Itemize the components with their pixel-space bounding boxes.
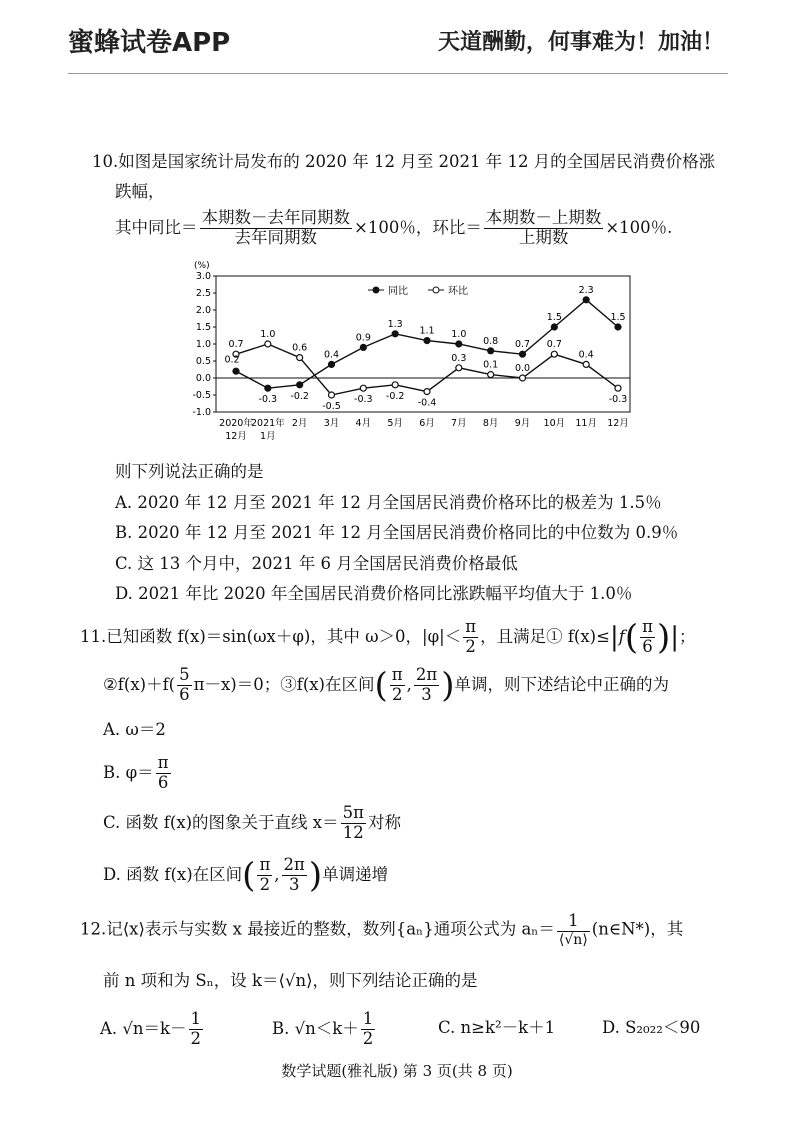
q12-line1 — [80, 912, 683, 948]
q10-prompt: 则下列说法正确的是 — [115, 462, 264, 481]
q12-option-b — [272, 1010, 377, 1049]
q11-interval-b — [414, 666, 439, 705]
data-label: 1.1 — [419, 325, 435, 337]
q11-pi2-num: π — [465, 617, 477, 636]
q12-frac-num: 1 — [557, 912, 590, 932]
q11-optc-prefix: C. 函数 f(x)的图象关于直线 x＝ — [103, 812, 339, 832]
data-label: 0.6 — [292, 342, 308, 354]
q11-interval-a — [390, 666, 405, 705]
q11-56-den: 6 — [179, 684, 190, 704]
y-tick-label: 0.0 — [195, 373, 211, 384]
data-label: 1.0 — [451, 329, 467, 340]
q12-stem-a: 记⟨x⟩表示与实数 x 最接近的整数，数列{aₙ}通项公式为 aₙ＝ — [106, 919, 555, 939]
data-point — [329, 361, 335, 367]
data-label: 0.7 — [228, 339, 244, 351]
huanbi-fraction — [484, 209, 604, 248]
q11-stem-end: ； — [678, 626, 696, 646]
q11-cond2-c: 单调，则下述结论中正确的为 — [454, 674, 669, 694]
q12-stem-line2: 前 n 项和为 Sₙ，设 k＝⟨√n⟩，则下列结论正确的是 — [103, 971, 478, 990]
q12-opta-den: 2 — [190, 1028, 202, 1048]
data-point — [520, 375, 526, 381]
q12-opta-num: 1 — [190, 1009, 202, 1028]
data-point — [360, 385, 366, 391]
data-label: -0.2 — [290, 390, 309, 402]
data-point — [551, 324, 557, 330]
x-tick-label: 2020年 — [219, 418, 253, 429]
q11-number: 11. — [80, 626, 107, 646]
q11-optd-b-den: 3 — [288, 874, 300, 894]
data-label: 0.0 — [514, 363, 531, 374]
q11-pi2-den: 2 — [465, 636, 476, 656]
data-label: 2.3 — [578, 284, 594, 296]
q10-stem-line2: 跌幅， — [115, 182, 165, 201]
data-label: -0.5 — [322, 401, 341, 412]
q11-optd-frac-a — [257, 856, 272, 895]
data-point — [456, 365, 462, 371]
q11-optb-prefix: B. φ＝ — [103, 762, 154, 782]
y-tick-label: 1.5 — [195, 322, 211, 333]
q11-stem-a: 已知函数 f(x)＝sin(ωx＋φ)，其中 ω＞0，|φ|＜ — [106, 626, 462, 646]
q11-cond2-a: ②f(x)＋f( — [103, 674, 176, 694]
data-label: 0.4 — [578, 349, 594, 361]
q11-pi-over-2 — [463, 618, 478, 657]
q12-number: 12. — [80, 919, 107, 939]
interval-paren-left: ( — [374, 665, 388, 706]
q11-line2: ②f(x)＋f( $\frac{5}{6}$ π－x)＝0；③f(x)在区间( $\frac{\pi}{2}$ , $\frac{2\pi}{3}$ )单调，则下述结论中正确的为 — [103, 665, 669, 706]
q10-definition — [115, 209, 672, 248]
data-label: 0.3 — [451, 352, 467, 364]
q11-optd-a-num: π — [259, 855, 271, 874]
legend-label: 同比 — [388, 286, 408, 297]
data-point — [583, 361, 589, 367]
data-label: 0.4 — [323, 349, 340, 361]
x-tick-label-line2: 1月 — [260, 431, 276, 442]
q11-optd-a-den: 2 — [259, 874, 271, 894]
data-label: -0.3 — [608, 394, 628, 406]
data-label: 0.1 — [483, 359, 499, 371]
q11-56-num: 5 — [179, 665, 190, 684]
app-name: 蜜蜂试卷APP — [68, 28, 231, 58]
q11-cond2-b: π－x)＝0；③f(x)在区间 — [193, 674, 375, 694]
tongbi-numerator: 本期数－去年同期数 — [201, 208, 350, 227]
data-label-extra: 0.2 — [224, 354, 240, 366]
abs-bar-right: | — [670, 622, 679, 653]
y-tick-label: 1.0 — [195, 339, 211, 350]
q11-optc-frac — [341, 804, 366, 843]
y-tick-label: 3.0 — [195, 271, 211, 282]
page-footer: 数学试题(雅礼版) 第 3 页(共 8 页) — [281, 1062, 513, 1080]
data-point — [520, 351, 526, 357]
q12-frac-den: ⟨√n⟩ — [558, 931, 588, 948]
def-suffix: ×100％. — [605, 217, 673, 237]
q10-option-c: C. 这 13 个月中，2021 年 6 月全国居民消费价格最低 — [115, 554, 518, 573]
data-label: 0.7 — [546, 339, 562, 351]
data-label: 1.3 — [387, 318, 403, 330]
data-point — [297, 355, 303, 361]
q10-option-a: A. 2020 年 12 月至 2021 年 12 月全国居民消费价格环比的极差为 1.5％ — [115, 493, 662, 512]
q11-optb-num: π — [157, 753, 169, 772]
q10-number: 10. — [92, 152, 119, 171]
data-point — [551, 351, 557, 357]
huanbi-numerator: 本期数－上期数 — [485, 208, 602, 227]
data-label: -0.3 — [354, 394, 373, 406]
def-mid: ×100％，环比＝ — [354, 217, 482, 237]
tongbi-fraction — [200, 209, 353, 248]
q11-option-d: D. 函数 f(x)在区间( $\frac{\pi}{2}$ , $\frac{2\pi}{3}$ )单调递增 — [103, 855, 389, 896]
data-point — [392, 382, 398, 388]
paren-right: ) — [656, 617, 671, 658]
data-label: 1.5 — [546, 312, 562, 323]
q11-pi-over-6 — [640, 618, 655, 657]
optd-paren-left: ( — [242, 855, 256, 896]
q11-optd-frac-b — [282, 856, 307, 895]
data-label: -0.3 — [258, 394, 278, 406]
x-tick-label: 6月 — [419, 418, 435, 429]
q11-line1 — [80, 618, 695, 657]
q11-five-sixths — [177, 666, 192, 705]
data-point — [615, 385, 621, 391]
q11-optd-suffix: 单调递增 — [322, 864, 389, 884]
q12-option-c: C. n≥k²－k＋1 — [438, 1018, 556, 1037]
optd-paren-right: ) — [308, 855, 323, 896]
q11-int-a-num: π — [391, 665, 403, 684]
q12-opta-frac — [189, 1010, 204, 1049]
y-tick-label: -1.0 — [192, 407, 211, 418]
q10-option-b: B. 2020 年 12 月至 2021 年 12 月全国居民消费价格同比的中位数为 0.9％ — [115, 523, 679, 542]
x-tick-label: 12月 — [607, 418, 629, 429]
q12-opta-prefix: A. √n＝k－ — [100, 1018, 187, 1038]
q11-int-b-num: 2π — [415, 665, 438, 684]
x-tick-label: 10月 — [543, 418, 566, 429]
q11-stem-b: ，且满足① f(x)≤ — [480, 626, 610, 646]
data-point — [488, 372, 494, 378]
data-point — [424, 338, 430, 344]
q10-line1 — [92, 148, 715, 172]
data-point — [583, 297, 589, 303]
y-tick-label: 2.0 — [195, 305, 211, 316]
q11-optc-den: 12 — [342, 822, 364, 842]
x-tick-label: 5月 — [387, 418, 403, 429]
q11-optd-b-num: 2π — [283, 855, 305, 874]
data-label: -0.2 — [385, 390, 405, 402]
y-tick-label: 2.5 — [195, 288, 211, 299]
data-point — [424, 389, 430, 395]
data-point — [265, 341, 271, 347]
data-point — [392, 331, 398, 337]
legend-marker — [373, 287, 379, 293]
data-label: -0.4 — [417, 397, 437, 409]
q12-stem-b: (n∈N*)，其 — [591, 919, 684, 939]
x-tick-label: 4月 — [355, 418, 372, 429]
data-label: 1.0 — [260, 329, 276, 340]
y-tick-label: 0.5 — [195, 356, 211, 367]
data-label: 0.9 — [355, 332, 371, 344]
data-point — [615, 324, 621, 330]
x-tick-label: 3月 — [323, 418, 340, 429]
q11-option-b — [103, 754, 173, 793]
x-tick-label: 2月 — [291, 418, 308, 429]
q12-optb-num: 1 — [362, 1009, 374, 1028]
q12-optb-den: 2 — [362, 1028, 374, 1048]
data-label: 0.7 — [514, 339, 531, 351]
x-tick-label: 2021年 — [250, 418, 285, 429]
data-point — [265, 385, 271, 391]
data-point — [360, 344, 366, 350]
q11-pi6-den: 6 — [642, 636, 653, 656]
x-tick-label: 8月 — [482, 418, 499, 429]
q10-stem-line1: 如图是国家统计局发布的 2020 年 12 月至 2021 年 12 月的全国居民消费价格涨 — [118, 152, 716, 171]
q12-fraction — [557, 912, 590, 948]
cpi-line-chart — [180, 256, 650, 452]
q11-optb-den: 6 — [157, 772, 169, 792]
header-slogan: 天道酬勤，何事难为！加油！ — [437, 30, 724, 55]
data-point — [233, 368, 239, 374]
data-point — [456, 341, 462, 347]
header-divider — [68, 73, 728, 74]
data-label: 1.5 — [610, 312, 626, 323]
x-tick-label: 9月 — [514, 418, 531, 429]
q11-option-c — [103, 804, 401, 843]
q12-option-d: D. S₂₀₂₂＜90 — [602, 1018, 701, 1037]
data-point — [488, 348, 494, 354]
q11-optc-suffix: 对称 — [367, 812, 401, 832]
q11-optd-prefix: D. 函数 f(x)在区间 — [103, 864, 243, 884]
abs-bar-left: | — [609, 622, 619, 653]
paren-left: ( — [624, 617, 639, 658]
x-tick-label: 7月 — [451, 418, 467, 429]
legend-label: 环比 — [448, 286, 468, 297]
huanbi-denominator: 上期数 — [518, 227, 569, 247]
q11-pi6-num: π — [642, 617, 653, 636]
x-tick-label: 11月 — [575, 418, 597, 429]
q12-option-a — [100, 1010, 205, 1049]
data-point — [297, 382, 303, 388]
q11-int-b-den: 3 — [421, 684, 432, 704]
y-unit-label: (%) — [194, 261, 210, 271]
q10-option-d: D. 2021 年比 2020 年全国居民消费价格同比涨跌幅平均值大于 1.0％ — [115, 584, 633, 603]
tongbi-denominator: 去年同期数 — [234, 227, 317, 247]
abs-f: f — [618, 626, 625, 646]
interval-paren-right: ) — [441, 665, 455, 706]
x-tick-label-line2: 12月 — [225, 431, 247, 442]
q11-option-a: A. ω＝2 — [103, 720, 166, 739]
def-prefix: 其中同比＝ — [115, 217, 198, 237]
data-point — [329, 392, 335, 398]
q11-int-a-den: 2 — [391, 684, 403, 704]
legend-marker — [433, 287, 439, 293]
data-label: 0.8 — [483, 335, 499, 347]
q11-optb-frac — [156, 754, 171, 793]
y-tick-label: -0.5 — [192, 390, 211, 401]
q11-optc-num: 5π — [342, 803, 364, 822]
q12-optb-frac — [361, 1010, 376, 1049]
page-header — [0, 0, 794, 78]
q12-optb-prefix: B. √n＜k＋ — [272, 1018, 359, 1038]
plot-frame — [216, 276, 630, 412]
